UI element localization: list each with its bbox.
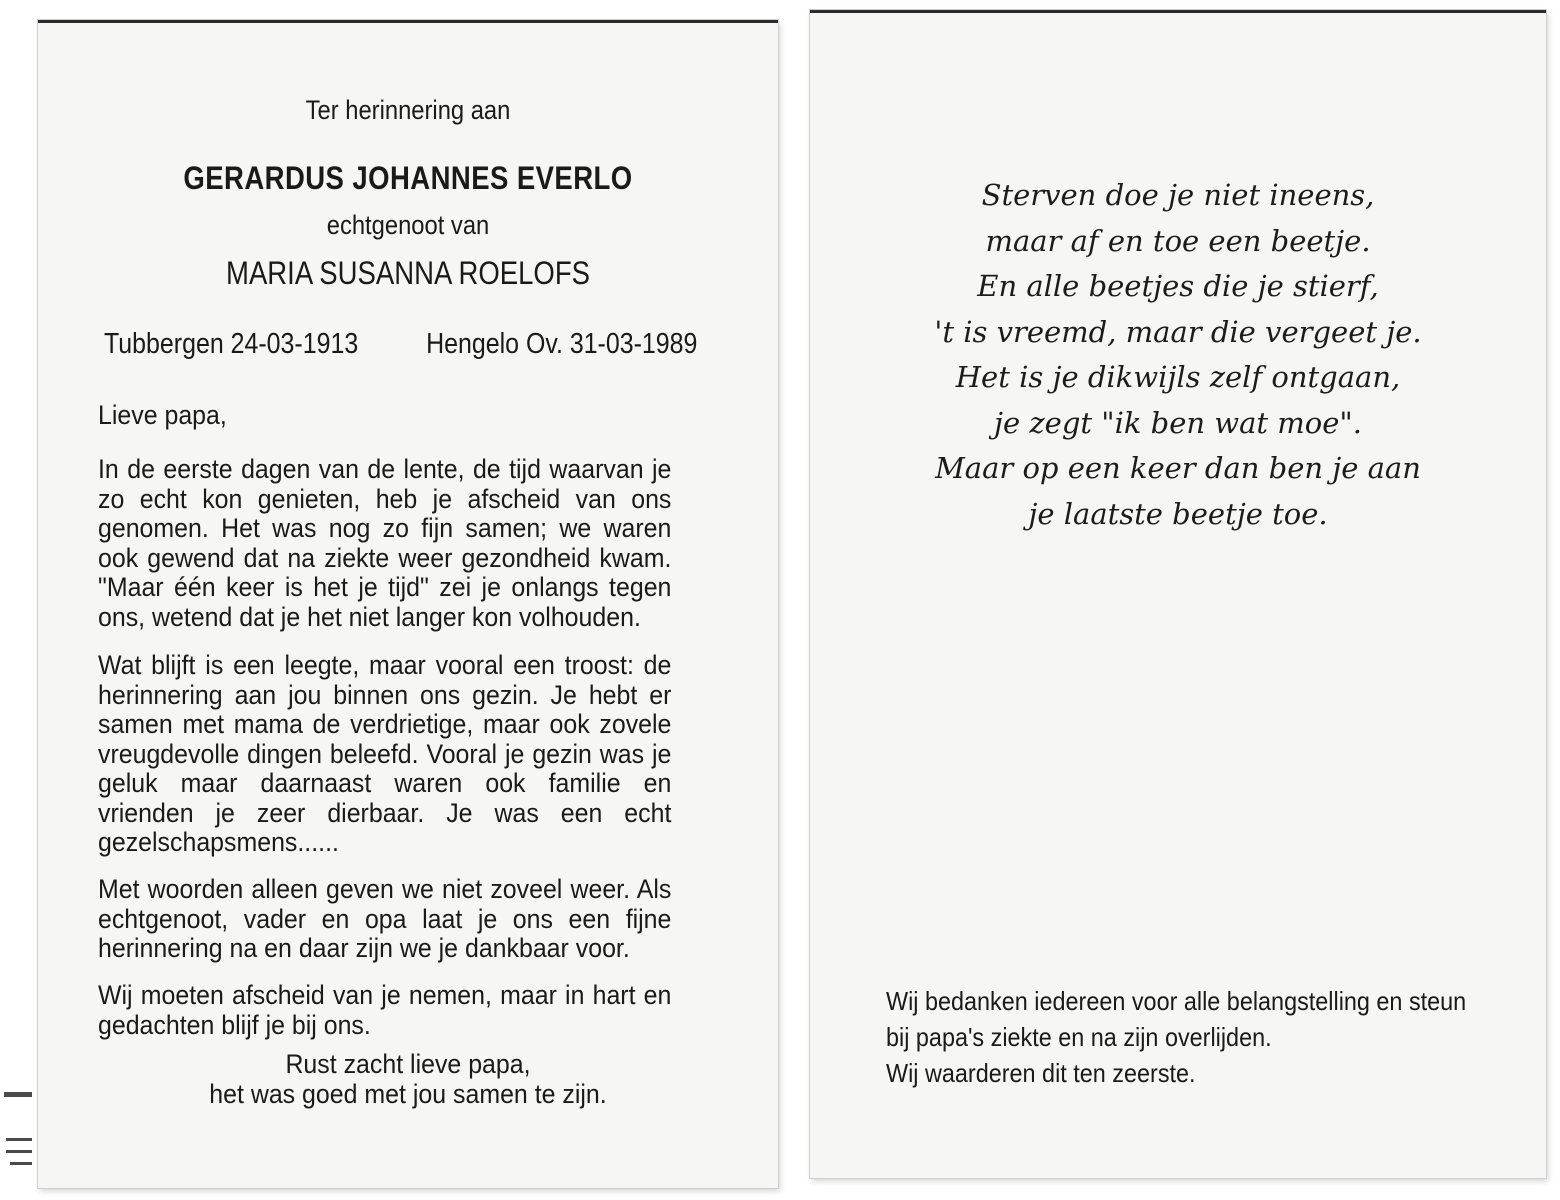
poem-line: maar af en toe een beetje. — [985, 223, 1371, 258]
poem-line: Het is je dikwijls zelf ontgaan, — [955, 360, 1401, 394]
thanks-line: Wij waarderen dit ten zeerste. — [886, 1058, 1196, 1088]
paragraph: Wij moeten afscheid van je nemen, maar in hart en gedachten blijf je bij ons. — [98, 980, 672, 1040]
paragraph: In de eerste dagen van de lente, de tijd waarvan je zo echt kon genieten, heb je afscheid van ons genomen. Het was nog zo fijn samen; we waren ook gewend dat na ziekte weer gezondheid kwam. "Maar één keer is het je tijd" zei je onlangs tegen ons, wetend dat je het niet langer kon volhouden. — [98, 454, 672, 632]
thanks-line: bij papa's ziekte en na zijn overlijden. — [886, 1022, 1272, 1052]
poem-line: 't is vreemd, maar die vergeet je. — [934, 314, 1422, 349]
poem-line: En alle beetjes die je stierf, — [977, 269, 1379, 303]
memorial-card-back — [810, 10, 1546, 1178]
thanks-line: Wij bedanken iedereen voor alle belangstelling en steun — [886, 986, 1467, 1016]
poem-line: Sterven doe je niet ineens, — [981, 178, 1375, 212]
poem-line: Maar op een keer dan ben je aan — [935, 451, 1421, 485]
salutation: Lieve papa, — [98, 400, 227, 430]
scan-artifact — [4, 1092, 32, 1097]
life-dates — [104, 328, 697, 361]
scan-artifact — [6, 1150, 32, 1153]
paragraph: Met woorden alleen geven we niet zoveel weer. Als echtgenoot, vader en opa laat je ons een fijne herinnering na en daar zijn we je dankbaar voor. — [98, 874, 672, 963]
spouse-name: MARIA SUSANNA ROELOFS — [226, 255, 590, 291]
spouse-label: echtgenoot van — [326, 210, 490, 240]
closing-line: het was goed met jou samen te zijn. — [209, 1079, 607, 1109]
scan-artifact — [6, 1138, 32, 1141]
thanks-note — [886, 983, 1467, 1091]
poem-line: je laatste beetje toe. — [1028, 496, 1328, 531]
deceased-name: GERARDUS JOHANNES EVERLO — [183, 160, 633, 196]
intro-text: Ter herinnering aan — [305, 95, 511, 125]
poem — [810, 173, 1546, 537]
poem-line: je zegt "ik ben wat moe". — [994, 405, 1362, 440]
paragraph: Wat blijft is een leegte, maar vooral een troost: de herinnering aan jou binnen ons gezin. Je hebt er samen met mama de verdrietige, maar ook zovele vreugdevolle dingen beleefd. Vooral je gezin was je geluk maar daarnaast waren ook familie en vrienden je zeer dierbaar. Je was een echt gezelschapsmens...... — [98, 650, 672, 857]
closing-line: Rust zacht lieve papa, — [285, 1049, 531, 1079]
death-date: Hengelo Ov. 31-03-1989 — [426, 328, 698, 360]
scan-artifact — [10, 1162, 32, 1165]
memorial-card-front — [38, 20, 778, 1188]
birth-date: Tubbergen 24-03-1913 — [104, 328, 359, 360]
closing-lines — [60, 1049, 756, 1109]
